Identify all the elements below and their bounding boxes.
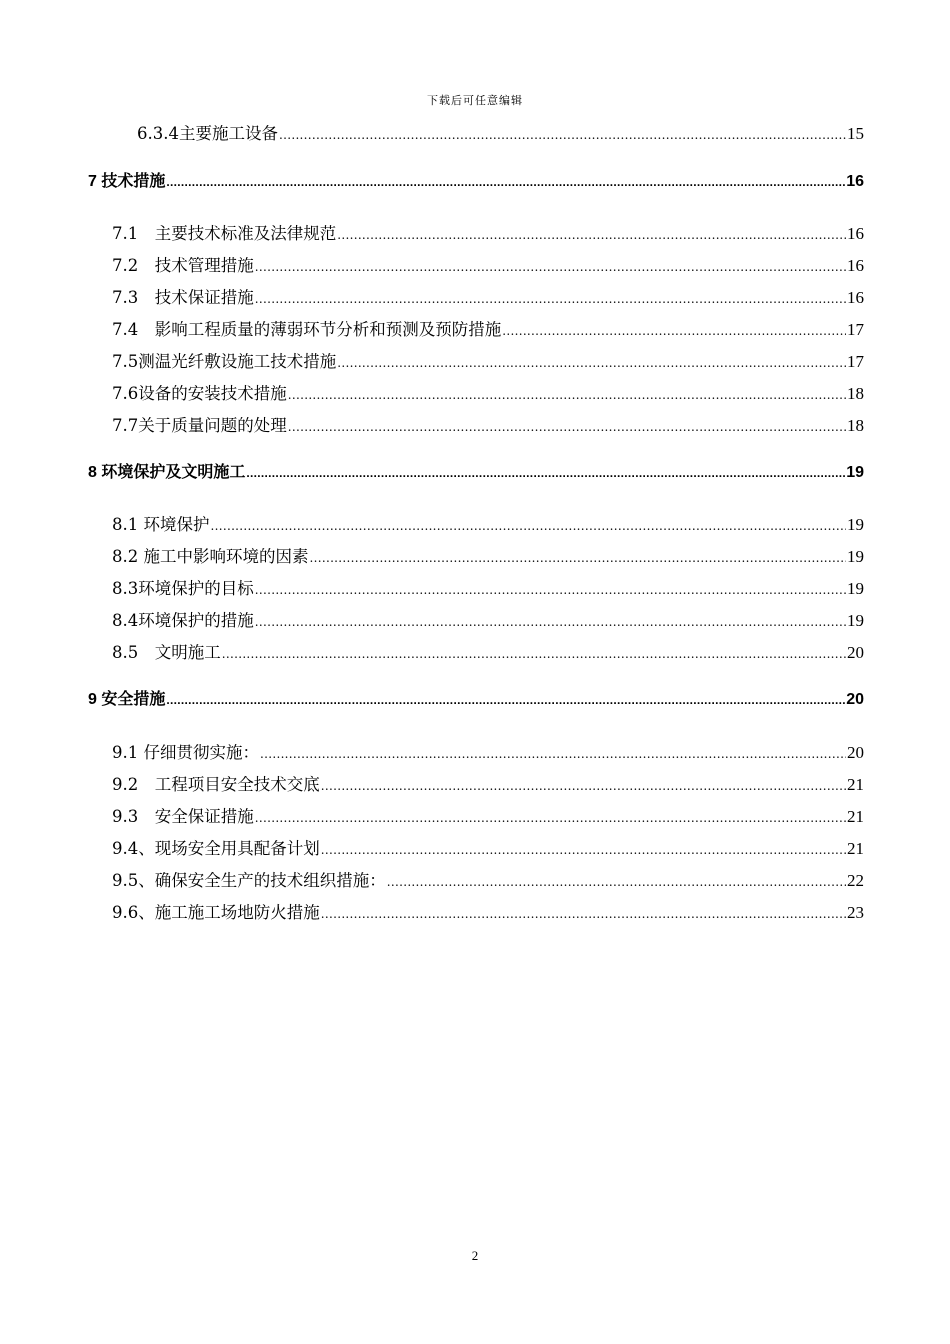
toc-entry-label: 7.5测温光纤敷设施工技术措施 xyxy=(112,352,337,371)
toc-page-number: 21 xyxy=(847,839,864,858)
toc-chapter-8[interactable] xyxy=(88,462,864,484)
toc-entry-8-2[interactable] xyxy=(112,546,864,569)
toc-dot-leader xyxy=(211,515,847,537)
toc-entry-label: 7.7关于质量问题的处理 xyxy=(112,416,287,435)
toc-dot-leader xyxy=(255,611,846,633)
toc-entry-9-6[interactable] xyxy=(112,902,864,925)
toc-dot-leader xyxy=(337,224,846,246)
toc-dot-leader xyxy=(260,743,846,765)
toc-chapter-9[interactable] xyxy=(88,689,864,711)
toc-dot-leader xyxy=(166,171,845,193)
toc-dot-leader xyxy=(321,903,846,925)
toc-page-number: 19 xyxy=(847,579,864,598)
toc-entry-9-1[interactable] xyxy=(112,742,864,765)
toc-page-number: 20 xyxy=(847,743,864,762)
toc-entry-9-5[interactable] xyxy=(112,870,864,893)
toc-page-number: 20 xyxy=(846,691,864,708)
toc-dot-leader xyxy=(166,689,845,711)
toc-entry-8-4[interactable] xyxy=(112,610,864,633)
toc-page-number: 18 xyxy=(847,416,864,435)
toc-page-number: 18 xyxy=(847,384,864,403)
toc-page-number: 19 xyxy=(847,515,864,534)
toc-entry-8-1[interactable] xyxy=(112,514,864,537)
toc-entry-label: 7.4 影响工程质量的薄弱环节分析和预测及预防措施 xyxy=(112,320,502,339)
toc-entry-label: 9.4、现场安全用具配备计划 xyxy=(112,839,320,858)
toc-dot-leader xyxy=(288,384,846,406)
toc-entry-7-1[interactable] xyxy=(112,223,864,246)
toc-dot-leader xyxy=(255,579,846,601)
toc-entry-label: 9 安全措施 xyxy=(88,691,166,708)
toc-entry-label: 8.4环境保护的措施 xyxy=(112,611,254,630)
toc-entry-7-3[interactable] xyxy=(112,287,864,310)
toc-entry-label: 8.2 施工中影响环境的因素 xyxy=(112,547,309,566)
toc-entry-7-5[interactable] xyxy=(112,351,864,374)
toc-entry-label: 9.2 工程项目安全技术交底 xyxy=(112,775,320,794)
toc-page-number: 20 xyxy=(847,643,864,662)
toc-page-number: 19 xyxy=(847,611,864,630)
toc-chapter-7[interactable] xyxy=(88,171,864,193)
toc-dot-leader xyxy=(310,547,847,569)
toc-dot-leader xyxy=(387,871,846,893)
toc-entry-label: 7 技术措施 xyxy=(88,173,166,190)
toc-entry-label: 8.5 文明施工 xyxy=(112,643,221,662)
toc-page-number: 23 xyxy=(847,903,864,922)
toc-entry-9-2[interactable] xyxy=(112,774,864,797)
toc-entry-7-2[interactable] xyxy=(112,255,864,278)
toc-entry-label: 8.1 环境保护 xyxy=(112,515,210,534)
toc-page-number: 21 xyxy=(847,807,864,826)
toc-page-number: 22 xyxy=(847,871,864,890)
toc-entry-7-6[interactable] xyxy=(112,383,864,406)
toc-entry-label: 7.1 主要技术标准及法律规范 xyxy=(112,224,337,243)
toc-entry-label: 9.3 安全保证措施 xyxy=(112,807,254,826)
toc-entry-9-3[interactable] xyxy=(112,806,864,829)
toc-dot-leader xyxy=(321,775,846,797)
page-header: 下载后可任意编辑 xyxy=(427,94,523,107)
toc-entry-label: 8 环境保护及文明施工 xyxy=(88,464,246,481)
toc-entry-9-4[interactable] xyxy=(112,838,864,861)
toc-entry-6-3-4[interactable] xyxy=(137,123,864,146)
toc-page-number: 21 xyxy=(847,775,864,794)
toc-dot-leader xyxy=(279,124,846,146)
toc-entry-label: 6.3.4主要施工设备 xyxy=(137,124,278,143)
toc-dot-leader xyxy=(255,807,846,829)
toc-entry-label: 7.3 技术保证措施 xyxy=(112,288,254,307)
toc-page-number: 16 xyxy=(847,256,864,275)
toc-page-number: 16 xyxy=(847,288,864,307)
toc-dot-leader xyxy=(255,288,846,310)
toc-entry-label: 7.2 技术管理措施 xyxy=(112,256,254,275)
toc-dot-leader xyxy=(222,643,846,665)
toc-entry-8-5[interactable] xyxy=(112,642,864,665)
toc-page-number: 17 xyxy=(847,352,864,371)
toc-entry-label: 7.6设备的安装技术措施 xyxy=(112,384,287,403)
toc-page-number: 15 xyxy=(847,124,864,143)
toc-entry-7-4[interactable] xyxy=(112,319,864,342)
toc-entry-label: 9.5、确保安全生产的技术组织措施： xyxy=(112,871,386,890)
toc-dot-leader xyxy=(255,256,846,278)
toc-entry-label: 9.1 仔细贯彻实施： xyxy=(112,743,259,762)
toc-entry-label: 8.3环境保护的目标 xyxy=(112,579,254,598)
toc-dot-leader xyxy=(246,462,845,484)
toc-page-number: 16 xyxy=(846,173,864,190)
page-number: 2 xyxy=(471,1248,479,1263)
toc-page-number: 16 xyxy=(847,224,864,243)
toc-dot-leader xyxy=(502,320,846,342)
toc-dot-leader xyxy=(288,416,846,438)
toc-entry-8-3[interactable] xyxy=(112,578,864,601)
toc-dot-leader xyxy=(337,352,846,374)
toc-entry-7-7[interactable] xyxy=(112,415,864,438)
toc-dot-leader xyxy=(321,839,846,861)
toc-entry-label: 9.6、施工施工场地防火措施 xyxy=(112,903,320,922)
toc-page-number: 19 xyxy=(847,547,864,566)
toc-page-number: 19 xyxy=(846,464,864,481)
toc-page-number: 17 xyxy=(847,320,864,339)
